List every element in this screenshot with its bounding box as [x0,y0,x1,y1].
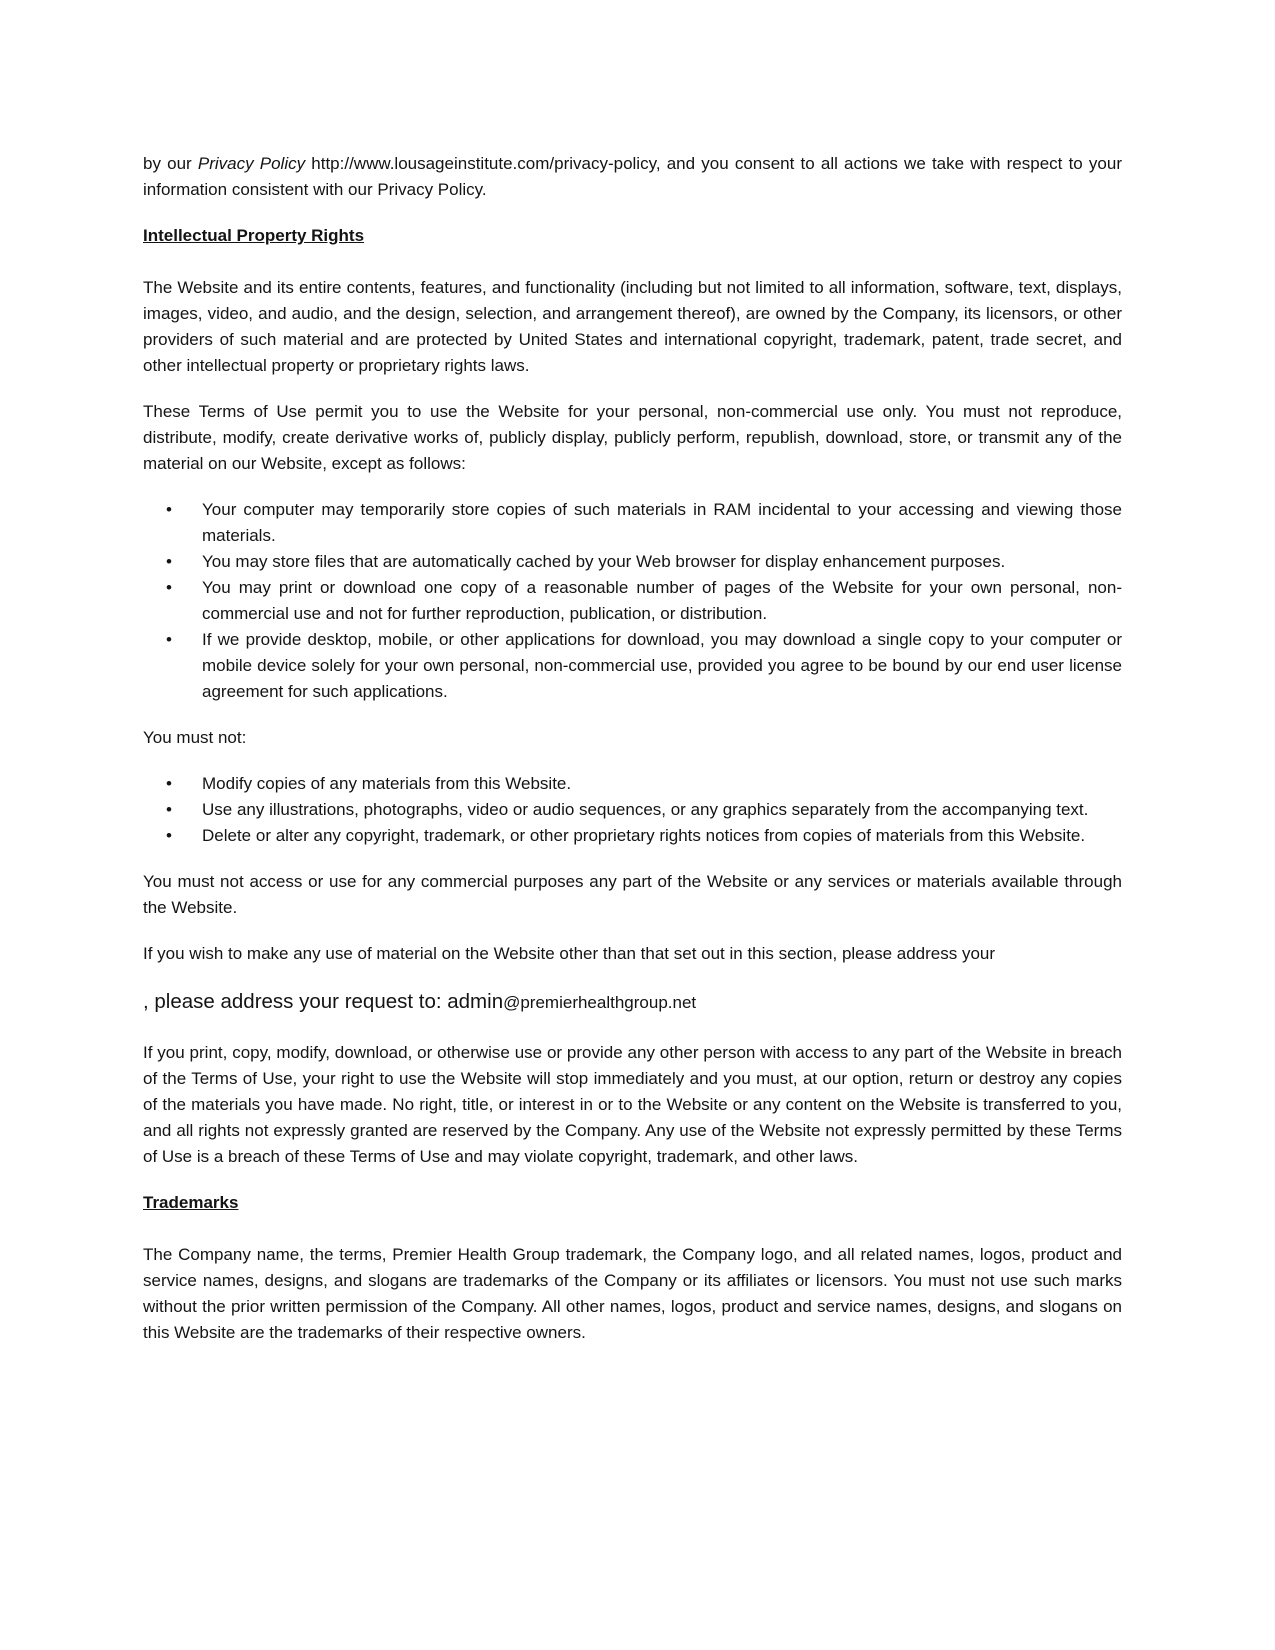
must-not-intro-paragraph: You must not: [143,728,247,747]
contact-email-domain-text: @premierhealthgroup.net [503,993,697,1012]
list-item [143,497,1122,549]
bullet-marker: • [166,800,172,819]
trademarks-heading: Trademarks [143,1193,239,1212]
privacy-policy-italic-text: Privacy Policy [197,154,306,173]
bullet-marker: • [166,826,172,845]
prohibited-actions-list [143,771,1122,849]
permitted-uses-list [143,497,1122,705]
list-item [143,627,1122,705]
list-item [143,797,1122,823]
list-item-text: Use any illustrations, photographs, video or audio sequences, or any graphics separately from the accompanying text. [202,800,1089,819]
bullet-marker: • [166,630,172,649]
list-item [143,549,1122,575]
contact-address-line [143,987,1122,1018]
list-item-text: If we provide desktop, mobile, or other applications for download, you may download a single copy to your computer or mobile device solely for your own personal, non-commercial use, provided you agree to be bound by our end user license agreement for such applications. [202,630,1122,701]
list-item-text: Delete or alter any copyright, trademark, or other proprietary rights notices from copies of materials from this Website. [202,826,1086,845]
breach-consequences-paragraph: If you print, copy, modify, download, or otherwise use or provide any other person with access to any part of the Website in breach of the Terms of Use, your right to use the Website will stop immediately and you must, at our option, return or destroy any copies of the materials you have made. No right, title, or interest in or to the Website or any content on the Website is transferred to you, and all rights not expressly granted are reserved by the Company. Any use of the Website not expressly permitted by these Terms of Use is a breach of these Terms of Use and may violate copyright, trademark, and other laws. [143,1043,1122,1166]
request-use-paragraph: If you wish to make any use of material on the Website other than that set out in this section, please address your [143,944,996,963]
list-item-text: Modify copies of any materials from this Website. [202,774,572,793]
list-item [143,771,1122,797]
list-item-text: You may print or download one copy of a reasonable number of pages of the Website for your own personal, non-commercial use and not for further reproduction, publication, or distribution. [202,578,1122,623]
trademarks-paragraph: The Company name, the terms, Premier Health Group trademark, the Company logo, and all related names, logos, product and service names, designs, and slogans are trademarks of the Company or its affiliates or licensors. You must not use such marks without the prior written permission of the Company. All other names, logos, product and service names, designs, and slogans on this Website are the trademarks of their respective owners. [143,1245,1122,1342]
website-ownership-paragraph: The Website and its entire contents, features, and functionality (including but not limited to all information, software, text, displays, images, video, and audio, and the design, selection, and arrangement thereof), are owned by the Company, its licensors, or other providers of such material and are protected by United States and international copyright, trademark, patent, trade secret, and other intellectual property or proprietary rights laws. [143,278,1122,375]
privacy-consent-text-after: http://www.lousageinstitute.com/privacy-policy, and you consent to all actions we take with respect to your information consistent with our Privacy Policy. [143,154,1122,199]
privacy-consent-text-before: by our [143,154,198,173]
list-item [143,575,1122,627]
contact-address-text: , please address your request to: admin [143,990,504,1013]
privacy-consent-paragraph [143,151,1122,203]
commercial-use-paragraph: You must not access or use for any commercial purposes any part of the Website or any services or materials available through the Website. [143,872,1122,917]
intellectual-property-rights-heading: Intellectual Property Rights [143,226,365,245]
list-item-text: Your computer may temporarily store copies of such materials in RAM incidental to your accessing and viewing those materials. [202,500,1122,545]
bullet-marker: • [166,774,172,793]
list-item-text: You may store files that are automatically cached by your Web browser for display enhancement purposes. [202,552,1006,571]
bullet-marker: • [166,552,172,571]
bullet-marker: • [166,578,172,597]
terms-permit-paragraph: These Terms of Use permit you to use the Website for your personal, non-commercial use only. You must not reproduce, distribute, modify, create derivative works of, publicly display, publicly perform, republish, download, store, or transmit any of the material on our Website, except as follows: [143,402,1122,473]
list-item [143,823,1122,849]
bullet-marker: • [166,500,172,519]
